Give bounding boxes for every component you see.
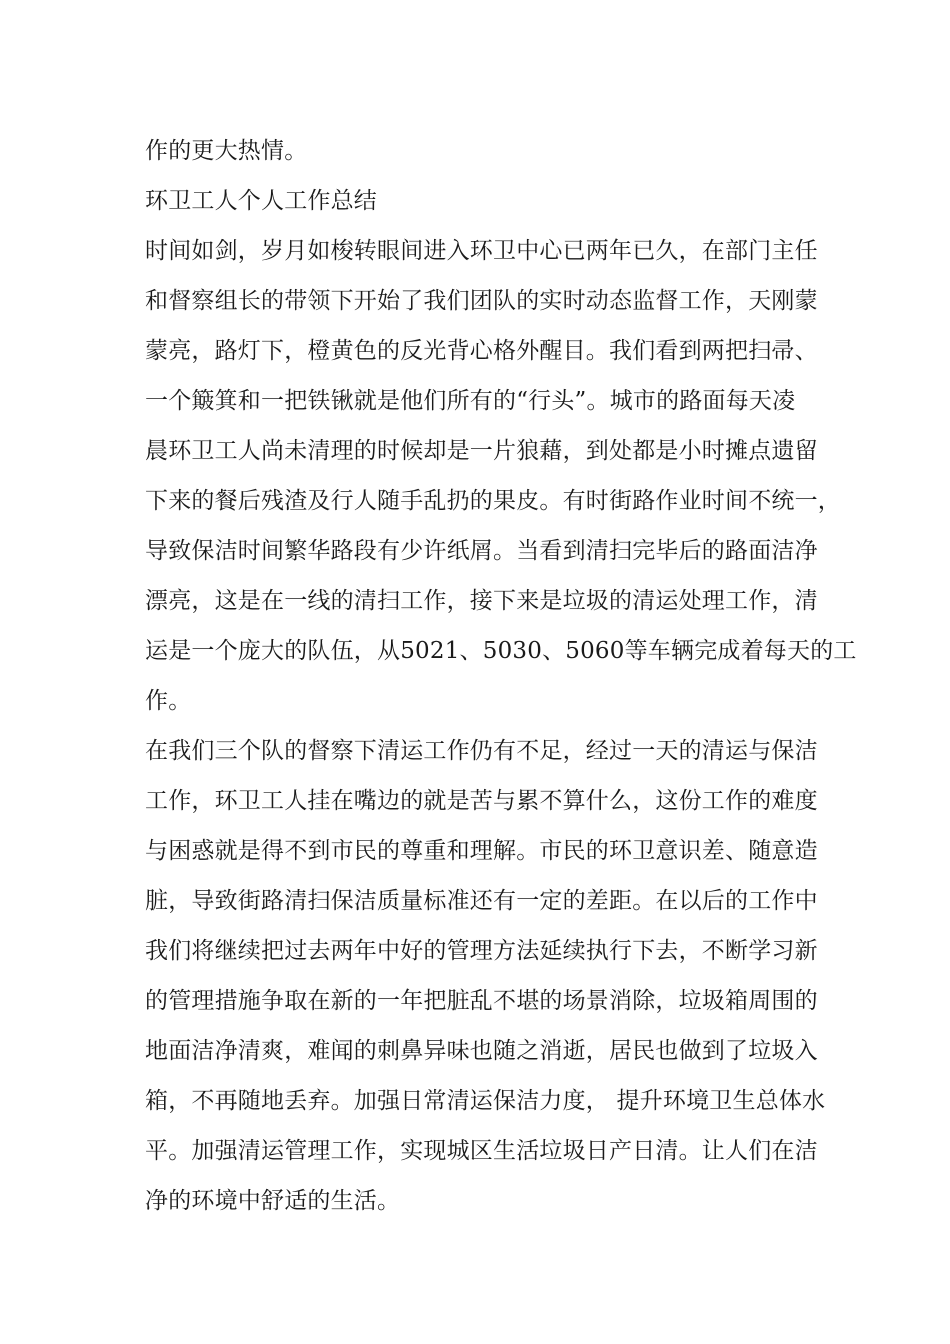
text-line: 运是一个庞大的队伍，从5021、5030、5060等车辆完成着每天的工 <box>145 638 857 664</box>
text-line: 平。加强清运管理工作，实现城区生活垃圾日产日清。让人们在洁 <box>145 1138 818 1164</box>
text-line: 蒙亮，路灯下，橙黄色的反光背心格外醒目。我们看到两把扫帚、 <box>145 338 818 364</box>
text-line: 晨环卫工人尚未清理的时候却是一片狼藉，到处都是小时摊点遗留 <box>145 438 818 464</box>
section-heading: 环卫工人个人工作总结 <box>145 188 377 214</box>
text-line: 脏，导致街路清扫保洁质量标准还有一定的差距。在以后的工作中 <box>145 888 818 914</box>
text-line: 我们将继续把过去两年中好的管理方法延续执行下去，不断学习新 <box>145 938 818 964</box>
text-line: 下来的餐后残渣及行人随手乱扔的果皮。有时街路作业时间不统一， <box>145 488 841 514</box>
text-line: 漂亮，这是在一线的清扫工作，接下来是垃圾的清运处理工作，清 <box>145 588 818 614</box>
text-line: 一个簸箕和一把铁锹就是他们所有的“行头”。城市的路面每天凌 <box>145 388 796 414</box>
text-line-continuation: 作的更大热情。 <box>145 138 308 164</box>
text-line: 在我们三个队的督察下清运工作仍有不足，经过一天的清运与保洁 <box>145 738 818 764</box>
text-line: 导致保洁时间繁华路段有少许纸屑。当看到清扫完毕后的路面洁净 <box>145 538 818 564</box>
text-line: 地面洁净清爽，难闻的刺鼻异味也随之消逝，居民也做到了垃圾入 <box>145 1038 818 1064</box>
text-line: 净的环境中舒适的生活。 <box>145 1188 401 1214</box>
text-line: 工作，环卫工人挂在嘴边的就是苦与累不算什么，这份工作的难度 <box>145 788 818 814</box>
text-line: 与困惑就是得不到市民的尊重和理解。市民的环卫意识差、随意造 <box>145 838 818 864</box>
text-line: 时间如剑，岁月如梭转眼间进入环卫中心已两年已久，在部门主任 <box>145 238 818 264</box>
text-line: 作。 <box>145 688 192 714</box>
text-line: 的管理措施争取在新的一年把脏乱不堪的场景消除，垃圾箱周围的 <box>145 988 818 1014</box>
text-line: 箱，不再随地丢弃。加强日常清运保洁力度， 提升环境卫生总体水 <box>145 1088 826 1114</box>
text-line: 和督察组长的带领下开始了我们团队的实时动态监督工作，天刚蒙 <box>145 288 818 314</box>
